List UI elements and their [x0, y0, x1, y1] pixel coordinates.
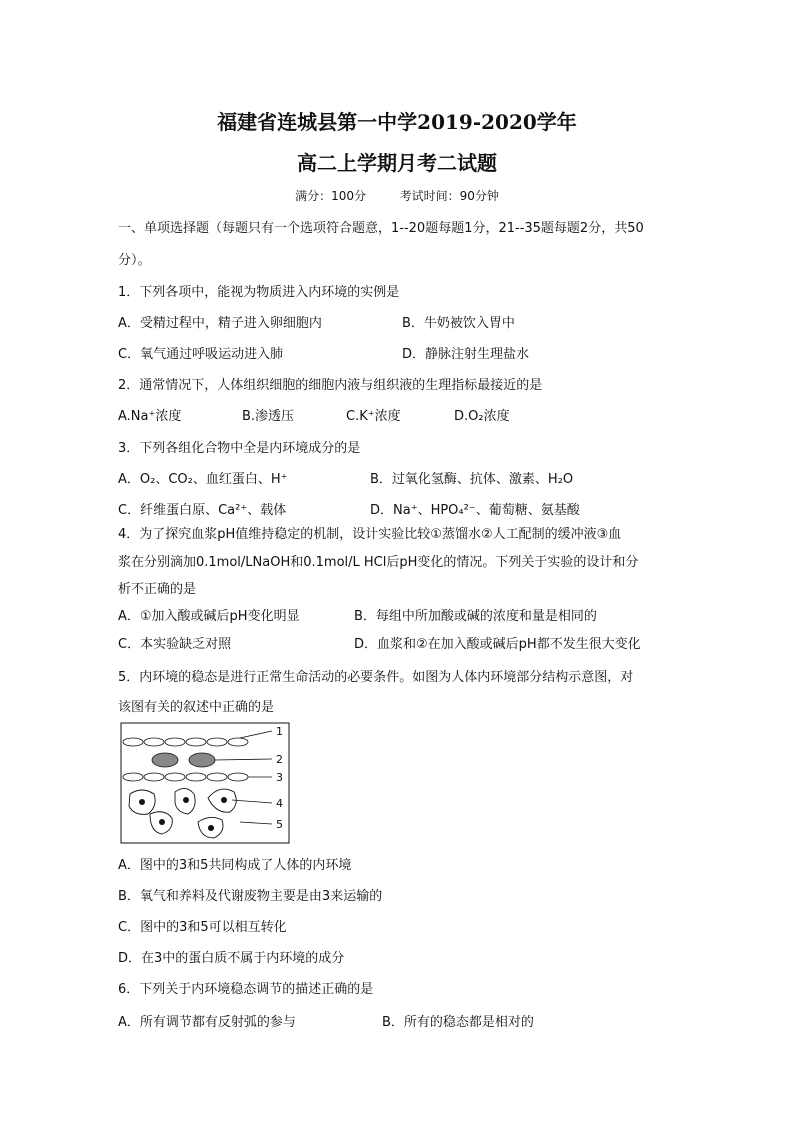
section-heading-cont: 分）。	[118, 253, 151, 268]
q3-stem: 3．下列各组化合物中全是内环境成分的是	[118, 441, 361, 456]
exam-title: 福建省连城县第一中学2019-2020学年	[217, 110, 577, 134]
capillary-wall-bottom	[123, 773, 248, 781]
label-1: 1	[276, 725, 283, 738]
q1-option-c: C．氧气通过呼吸运动进入肺	[118, 347, 284, 362]
q4-stem-3: 析不正确的是	[118, 582, 197, 597]
q5-option-d: D．在3中的蛋白质不属于内环境的成分	[118, 951, 345, 966]
q4-stem-2: 浆在分别滴加0.1mol/LNaOH和0.1mol/L HCl后pH变化的情况。下列关于实验的设计和分	[118, 555, 639, 570]
q4-option-a: A．①加入酸或碱后pH变化明显	[118, 609, 300, 624]
q4-stem-1: 4．为了探究血浆pH值维持稳定的机制，设计实验比较①蒸馏水②人工配制的缓冲液③血	[118, 527, 622, 542]
tissue-cells	[129, 788, 236, 838]
q3-option-d: D．Na⁺、HPO₄²⁻、葡萄糖、氨基酸	[370, 503, 580, 518]
q3-option-a: A．O₂、CO₂、血红蛋白、H⁺	[118, 472, 288, 487]
label-2: 2	[276, 753, 283, 766]
q5-option-a: A．图中的3和5共同构成了人体的内环境	[118, 858, 352, 873]
time-text: 考试时间：90分钟	[399, 189, 499, 203]
q2-option-d: D.O₂浓度	[454, 409, 510, 424]
score-text: 满分：100分	[295, 189, 366, 203]
label-3: 3	[276, 771, 283, 784]
q2-option-b: B.渗透压	[242, 409, 295, 424]
q2-option-a: A.Na⁺浓度	[118, 409, 182, 424]
q5-option-c: C．图中的3和5可以相互转化	[118, 920, 287, 935]
exam-subtitle: 高二上学期月考二试题	[297, 151, 497, 175]
q2-option-c: C.K⁺浓度	[346, 409, 401, 424]
q1-option-a: A．受精过程中，精子进入卵细胞内	[118, 316, 322, 331]
q3-option-b: B．过氧化氢酶、抗体、激素、H₂O	[370, 472, 574, 487]
q2-stem: 2．通常情况下，人体组织细胞的细胞内液与组织液的生理指标最接近的是	[118, 378, 543, 393]
q3-option-c: C．纤维蛋白原、Ca²⁺、载体	[118, 503, 287, 518]
label-4: 4	[276, 797, 283, 810]
q6-stem: 6．下列关于内环境稳态调节的描述正确的是	[118, 982, 374, 997]
section-heading: 一、单项选择题（每题只有一个选项符合题意，1--20题每题1分，21--35题每题2分，共50	[118, 221, 644, 236]
q4-option-b: B．每组中所加酸或碱的浓度和量是相同的	[354, 609, 597, 624]
q5-option-b: B．氧气和养料及代谢废物主要是由3来运输的	[118, 889, 383, 904]
q1-option-d: D．静脉注射生理盐水	[402, 347, 530, 362]
q4-option-d: D．血浆和②在加入酸或碱后pH都不发生很大变化	[354, 637, 641, 652]
red-blood-cells	[152, 753, 215, 767]
q5-stem-2: 该图有关的叙述中正确的是	[118, 700, 275, 715]
q5-stem-1: 5．内环境的稳态是进行正常生命活动的必要条件。如图为人体内环境部分结构示意图，对	[118, 670, 634, 685]
q1-option-b: B．牛奶被饮入胃中	[402, 316, 515, 331]
q6-option-b: B．所有的稳态都是相对的	[382, 1015, 534, 1030]
capillary-wall-top	[123, 738, 248, 746]
q1-stem: 1．下列各项中，能视为物质进入内环境的实例是	[118, 285, 400, 300]
q6-option-a: A．所有调节都有反射弧的参与	[118, 1015, 296, 1030]
q4-option-c: C．本实验缺乏对照	[118, 637, 232, 652]
label-5: 5	[276, 818, 283, 831]
exam-info	[0, 187, 794, 204]
tissue-structure-diagram	[120, 722, 290, 844]
